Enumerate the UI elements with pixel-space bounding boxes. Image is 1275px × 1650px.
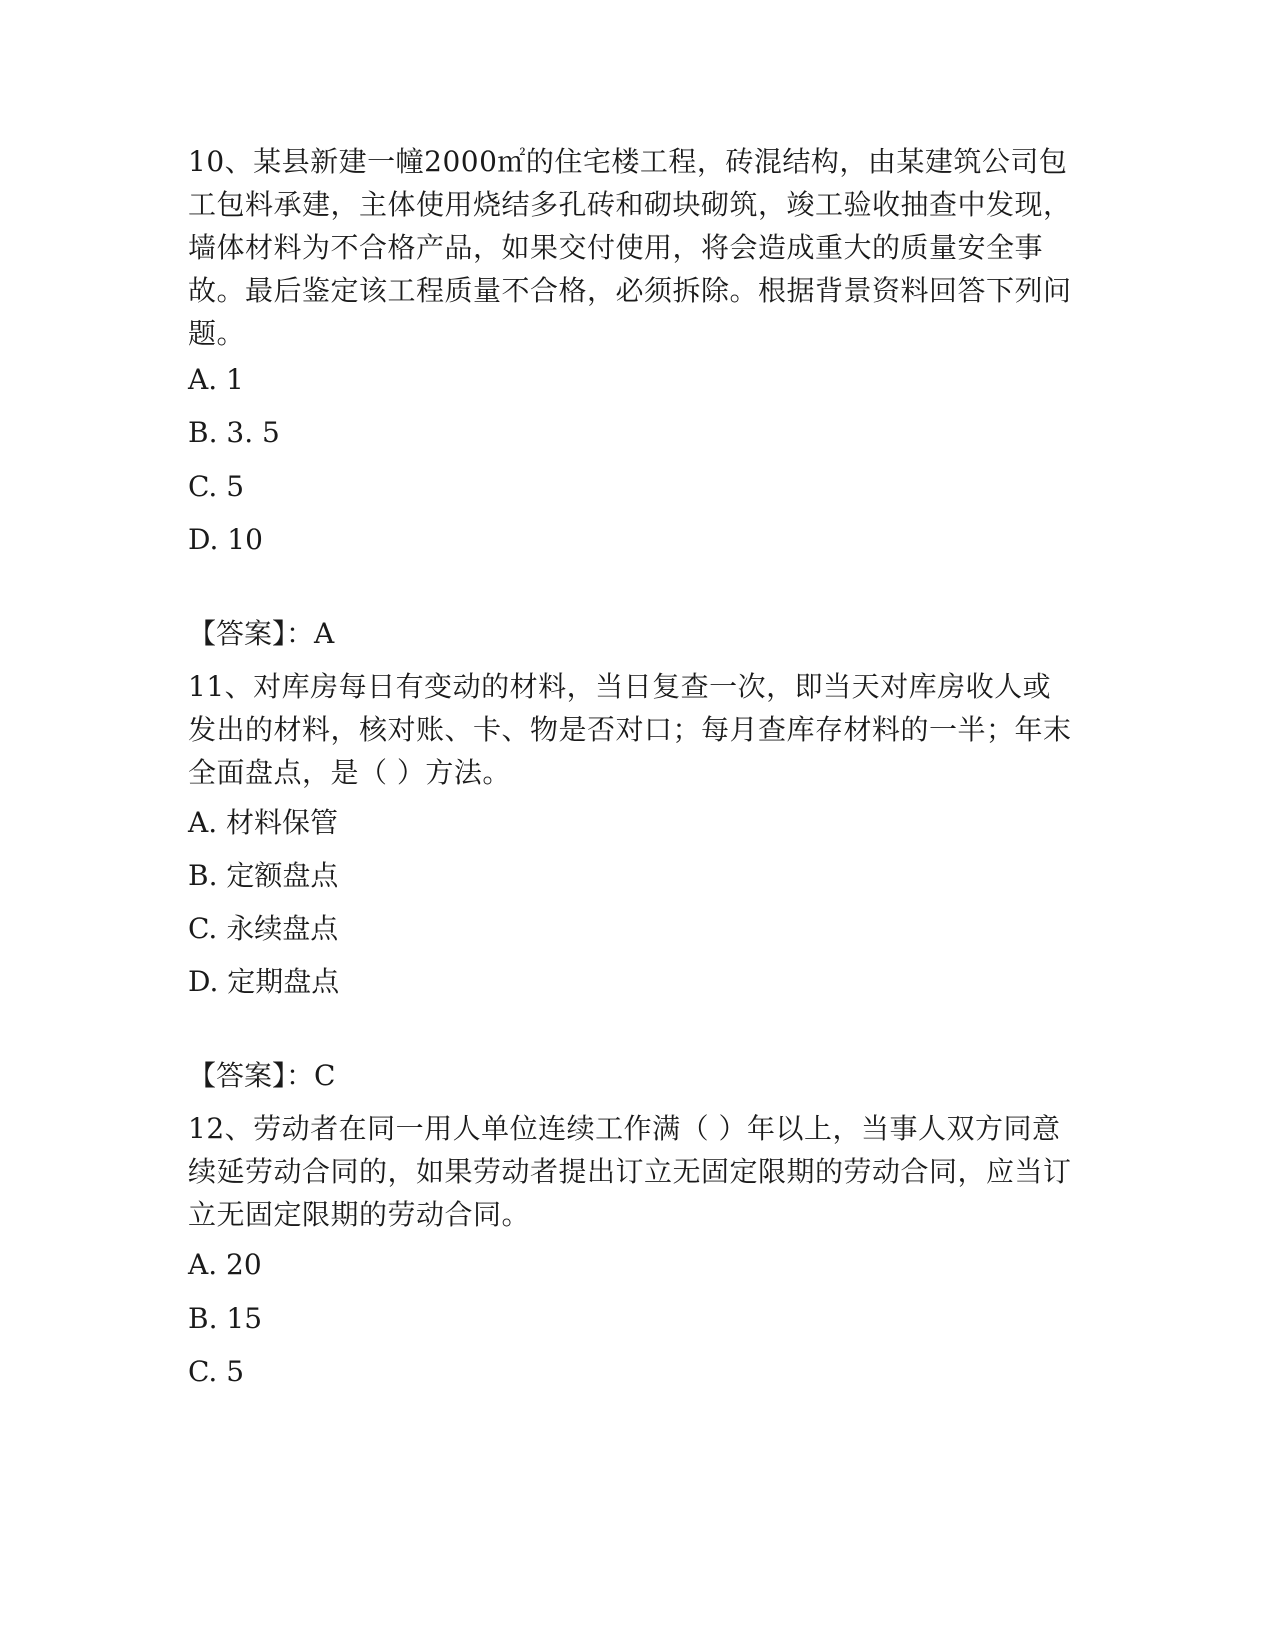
question-10-option-a: A. 1 [188,363,244,396]
question-11-answer: 【答案】：C [188,1059,336,1092]
question-10-option-c: C. 5 [188,470,245,503]
question-12-option-a: A. 20 [188,1248,262,1281]
question-12-option-c: C. 5 [188,1355,245,1388]
question-12-stem: 12、劳动者在同一用人单位连续工作满（ ）年以上，当事人双方同意续延劳动合同的，如果劳动者提出订立无固定限期的劳动合同，应当订立无固定限期的劳动合同。 [188,1112,1072,1231]
question-10-stem: 10、某县新建一幢2000㎡的住宅楼工程，砖混结构，由某建筑公司包工包料承建，主体使用烧结多孔砖和砌块砌筑，竣工验收抽查中发现，墙体材料为不合格产品，如果交付使用，将会造成重大的质量安全事故。最后鉴定该工程质量不合格，必须拆除。根据背景资料回答下列问题。 [188,145,1072,350]
question-10-option-b: B. 3. 5 [188,416,280,449]
question-11-option-a: A. 材料保管 [188,806,339,839]
question-11-option-b: B. 定额盘点 [188,859,339,892]
question-11-option-c: C. 永续盘点 [188,912,339,945]
question-11-stem: 11、对库房每日有变动的材料，当日复查一次，即当天对库房收人或发出的材料，核对账、卡、物是否对口；每月查库存材料的一半；年末全面盘点，是（ ）方法。 [188,670,1072,789]
question-12-option-b: B. 15 [188,1302,263,1335]
question-10-option-d: D. 10 [188,523,263,556]
question-10-answer: 【答案】：A [188,617,335,650]
question-11-option-d: D. 定期盘点 [188,965,340,998]
